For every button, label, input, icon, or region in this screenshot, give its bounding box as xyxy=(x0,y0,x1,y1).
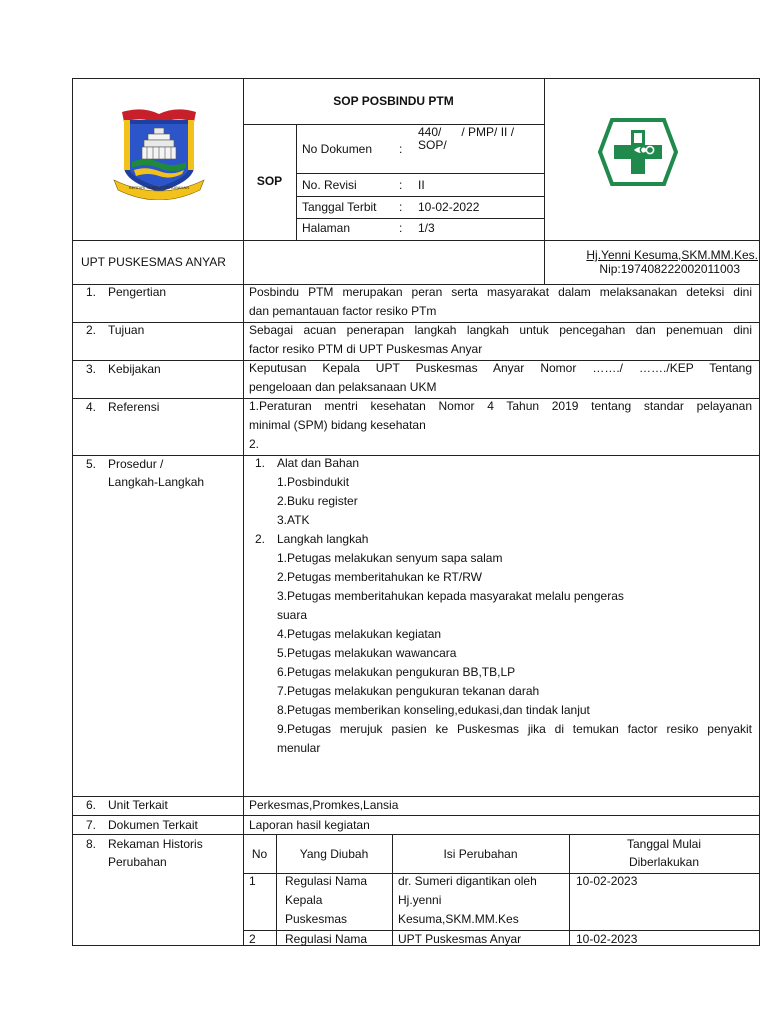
section-label-rekaman-historis: Rekaman Historis xyxy=(108,837,203,851)
procedure-item: 6.Petugas melakukan pengukuran BB,TB,LP xyxy=(277,665,516,679)
history-cell-changed: Regulasi Nama xyxy=(285,932,368,946)
section-number: 4. xyxy=(86,400,97,414)
field-colon: : xyxy=(399,178,403,192)
section-text-line: Perkesmas,Promkes,Lansia xyxy=(249,798,399,812)
section-label-pengertian: Pengertian xyxy=(108,285,167,299)
history-cell-changed: Puskesmas xyxy=(285,912,348,926)
section-number: 2. xyxy=(86,323,97,337)
section-number: 3. xyxy=(86,362,97,376)
section-number: 6. xyxy=(86,798,97,812)
regional-emblem xyxy=(112,106,206,200)
history-header-isi-perubahan: Isi Perubahan xyxy=(443,847,518,861)
history-cell-content: Hj.yenni xyxy=(398,893,442,907)
puskesmas-logo-icon xyxy=(598,118,678,186)
history-header-yang-diubah: Yang Diubah xyxy=(299,847,369,861)
procedure-item: menular xyxy=(277,741,321,755)
field-value-no-dokumen-line2: SOP/ xyxy=(418,138,447,152)
section-text-line: Posbindu PTM merupakan peran serta masyarakat dalam melaksanakan deteksi dini xyxy=(249,285,752,299)
section-text-line: dan pemantauan factor resiko PTm xyxy=(249,304,437,318)
history-cell-content: dr. Sumeri digantikan oleh xyxy=(398,874,537,888)
section-text-line: minimal (SPM) bidang kesehatan xyxy=(249,418,426,432)
sop-label: SOP xyxy=(256,174,283,188)
history-header-no: No xyxy=(251,847,268,861)
history-cell-changed: Regulasi Nama xyxy=(285,874,368,888)
section-number: 1. xyxy=(86,285,97,299)
history-cell-date: 10-02-2023 xyxy=(576,932,638,946)
section-text-line: Laporan hasil kegiatan xyxy=(249,818,370,832)
history-cell-content: Kesuma,SKM.MM.Kes xyxy=(398,912,519,926)
field-value-no-revisi: II xyxy=(418,178,425,192)
history-cell-changed: Kepala xyxy=(285,893,323,907)
history-cell-date: 10-02-2023 xyxy=(576,874,638,888)
history-header-diberlakukan: Diberlakukan xyxy=(628,855,700,869)
field-value-halaman: 1/3 xyxy=(418,221,435,235)
procedure-item: 1.Petugas melakukan senyum sapa salam xyxy=(277,551,503,565)
procedure-group-number: 1. xyxy=(255,456,266,470)
section-label-unit-terkait: Unit Terkait xyxy=(108,798,168,812)
signatory-nip: Nip:197408222002011003 xyxy=(599,262,740,276)
procedure-item: suara xyxy=(277,608,308,622)
field-label-halaman: Halaman xyxy=(302,221,351,235)
section-label-rekaman-historis-line2: Perubahan xyxy=(108,855,167,869)
section-text-line: 2. xyxy=(249,437,260,451)
emblem-motto: BERDIRI SAMBUT PERUBAHAN xyxy=(129,185,189,190)
section-text-line: Keputusan Kepala UPT Puskesmas Anyar Nomor ……./ ……./KEP Tentang xyxy=(249,361,752,375)
procedure-item: 9.Petugas merujuk pasien ke Puskesmas jika di temukan factor resiko penyakit xyxy=(277,722,752,736)
procedure-item: 4.Petugas melakukan kegiatan xyxy=(277,627,442,641)
unit-name: UPT PUSKESMAS ANYAR xyxy=(81,255,226,269)
section-label-prosedur-line2: Langkah-Langkah xyxy=(108,475,205,489)
procedure-item: 2.Buku register xyxy=(277,494,358,508)
field-colon: : xyxy=(399,142,403,156)
procedure-item: 8.Petugas memberikan konseling,edukasi,dan tindak lanjut xyxy=(277,703,590,717)
field-label-no-revisi: No. Revisi xyxy=(302,178,357,192)
section-label-referensi: Referensi xyxy=(108,400,160,414)
field-value-tanggal-terbit: 10-02-2022 xyxy=(418,200,480,214)
section-text-line: Sebagai acuan penerapan langkah langkah untuk pencegahan dan penemuan dini xyxy=(249,323,752,337)
history-cell-no: 2 xyxy=(249,932,256,946)
section-label-kebijakan: Kebijakan xyxy=(108,362,161,376)
procedure-item: 3.Petugas memberitahukan kepada masyarakat melalu pengeras xyxy=(277,589,624,603)
procedure-group-title: Langkah langkah xyxy=(277,532,369,546)
field-value-no-dokumen-line1: 440/ / PMP/ II / xyxy=(418,125,515,139)
field-label-tanggal-terbit: Tanggal Terbit xyxy=(302,200,377,214)
history-header-tanggal-mulai: Tanggal Mulai xyxy=(626,837,702,851)
history-cell-content: UPT Puskesmas Anyar xyxy=(398,932,522,946)
section-label-dokumen-terkait: Dokumen Terkait xyxy=(108,818,198,832)
field-colon: : xyxy=(399,200,403,214)
section-label-prosedur: Prosedur / xyxy=(108,457,164,471)
section-text-line: pengeloaan dan pelaksanaan UKM xyxy=(249,380,437,394)
procedure-item: 5.Petugas melakukan wawancara xyxy=(277,646,457,660)
history-cell-no: 1 xyxy=(249,874,256,888)
procedure-item: 3.ATK xyxy=(277,513,310,527)
section-text-line: factor resiko PTM di UPT Puskesmas Anyar xyxy=(249,342,483,356)
section-number: 8. xyxy=(86,837,97,851)
signatory-name: Hj.Yenni Kesuma,SKM.MM.Kes. xyxy=(586,248,758,262)
procedure-group-title: Alat dan Bahan xyxy=(277,456,360,470)
document-title: SOP POSBINDU PTM xyxy=(333,94,454,108)
field-label-no-dokumen: No Dokumen xyxy=(302,142,373,156)
procedure-item: 2.Petugas memberitahukan ke RT/RW xyxy=(277,570,482,584)
procedure-item: 7.Petugas melakukan pengukuran tekanan darah xyxy=(277,684,540,698)
procedure-group-number: 2. xyxy=(255,532,266,546)
section-number: 7. xyxy=(86,818,97,832)
section-number: 5. xyxy=(86,457,97,471)
field-colon: : xyxy=(399,221,403,235)
section-text-line: 1.Peraturan mentri kesehatan Nomor 4 Tahun 2019 tentang standar pelayanan xyxy=(249,399,752,413)
section-label-tujuan: Tujuan xyxy=(108,323,145,337)
procedure-item: 1.Posbindukit xyxy=(277,475,350,489)
